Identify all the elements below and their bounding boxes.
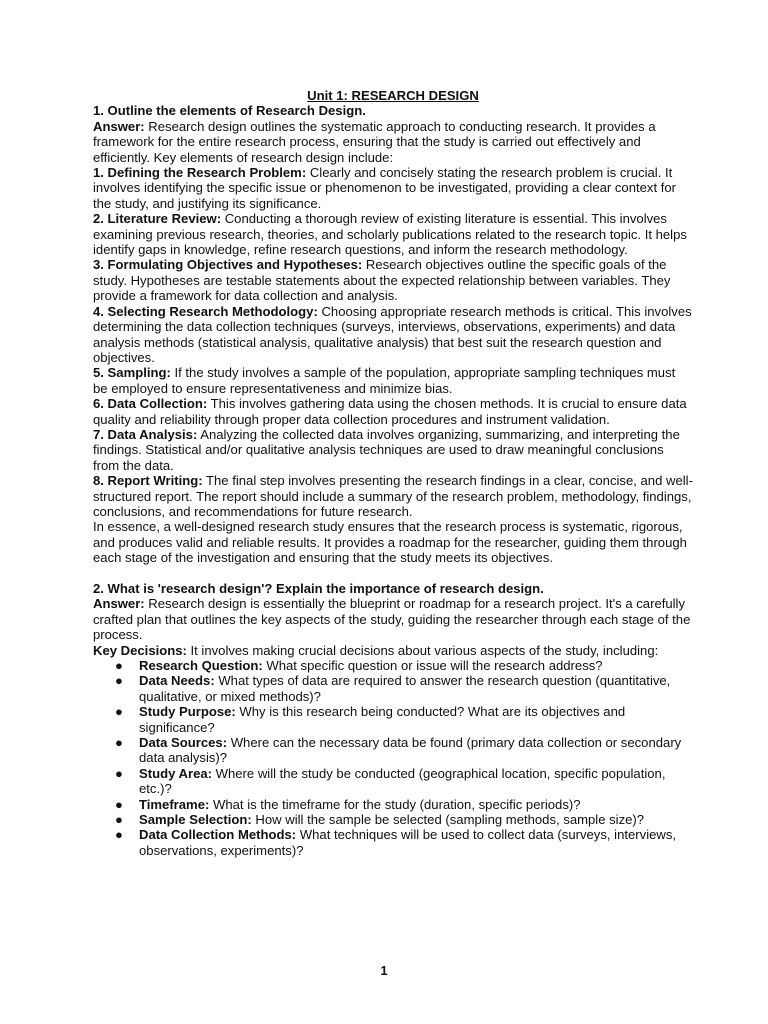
bullet-icon: ●: [115, 812, 123, 828]
list-item: [93, 766, 693, 797]
list-item-label: Data Needs:: [139, 673, 215, 689]
element-label: 5. Sampling:: [93, 365, 171, 381]
list-item-text: Where will the study be conducted (geographical location, specific population, etc.)?: [139, 765, 666, 797]
element-text: Analyzing the collected data involves organizing, summarizing, and interpreting the findings. Statistical and/or qualitative analysis techniques are used to draw meaningful conclusions from the data.: [93, 426, 680, 473]
element-label: 2. Literature Review:: [93, 211, 222, 227]
element-label: 8. Report Writing:: [93, 473, 203, 489]
bullet-icon: ●: [115, 658, 123, 674]
element-text: Research objectives outline the specific goals of the study. Hypotheses are testable statements about the expected relationship between variables. They provide a framework for data collection and analysis.: [93, 257, 671, 304]
bullet-icon: ●: [115, 735, 123, 751]
question-2: 2. What is 'research design'? Explain the importance of research design.: [93, 580, 544, 596]
document-page: [93, 88, 693, 858]
answer-1: [93, 119, 693, 165]
list-item: [93, 735, 693, 766]
element-item: [93, 427, 693, 473]
bullet-icon: ●: [115, 704, 123, 720]
list-item-label: Study Purpose:: [139, 704, 236, 720]
element-label: 4. Selecting Research Methodology:: [93, 303, 318, 319]
element-item: [93, 165, 693, 211]
key-decisions-text: It involves making crucial decisions about various aspects of the study, including:: [186, 642, 659, 658]
element-text: Choosing appropriate research methods is critical. This involves determining the data collection techniques (surveys, interviews, observations, experiments) and data analysis methods (statistical analysis, qualitative analysis) that best suit the research question and objectives.: [93, 303, 692, 365]
key-decisions-label: Key Decisions:: [93, 642, 187, 658]
element-label: 7. Data Analysis:: [93, 426, 198, 442]
answer-2: [93, 596, 693, 642]
list-item-label: Timeframe:: [139, 796, 210, 812]
element-text: Clearly and concisely stating the research problem is crucial. It involves identifying the specific issue or phenomenon to be investigated, providing a clear context for the study, and justifying its significance.: [93, 165, 677, 211]
answer-text: Research design outlines the systematic approach to conducting research. It provides a framework for the entire research process, ensuring that the study is carried out effectively and efficiently. Key elements of research design include:: [93, 118, 656, 165]
list-item: [93, 827, 693, 858]
answer-text: Research design is essentially the blueprint or roadmap for a research project. It's a carefully crafted plan that outlines the key aspects of the study, guiding the researcher through each stage of the process.: [93, 596, 691, 643]
key-decisions-list: [93, 658, 693, 858]
list-item-text: What types of data are required to answer the research question (quantitative, qualitative, or mixed methods)?: [139, 673, 671, 704]
page-number: 1: [380, 963, 388, 978]
element-item: [93, 473, 693, 519]
element-text: Conducting a thorough review of existing literature is essential. This involves examining previous research, theories, and scholarly publications related to the research topic. It helps identify gaps in knowledge, refine research questions, and inform the research methodology.: [93, 211, 687, 258]
list-item-label: Research Question:: [139, 658, 263, 674]
question-1: 1. Outline the elements of Research Design.: [93, 103, 366, 119]
elements-list: [93, 165, 693, 519]
element-item: [93, 304, 693, 366]
key-decisions: [93, 643, 693, 658]
element-text: The final step involves presenting the research findings in a clear, concise, and well-structured report. The report should include a summary of the research problem, methodology, findings, conclusions, and recommendations for future research.: [93, 473, 693, 519]
bullet-icon: ●: [115, 827, 123, 843]
bullet-icon: ●: [115, 765, 123, 781]
element-item: [93, 365, 693, 396]
list-item: [93, 812, 693, 827]
element-text: If the study involves a sample of the population, appropriate sampling techniques must be employed to ensure representativeness and minimize bias.: [93, 365, 676, 396]
list-item: [93, 797, 693, 812]
element-item: [93, 257, 693, 303]
list-item: [93, 704, 693, 735]
element-label: 6. Data Collection:: [93, 396, 208, 412]
list-item: [93, 658, 693, 673]
list-item-text: How will the sample be selected (sampling methods, sample size)?: [251, 812, 645, 828]
list-item-text: Where can the necessary data be found (primary data collection or secondary data analysis)?: [139, 735, 682, 766]
list-item-label: Sample Selection:: [139, 812, 252, 828]
list-item-text: Why is this research being conducted? What are its objectives and significance?: [139, 704, 626, 735]
summary-paragraph: In essence, a well-designed research study ensures that the research process is systematic, rigorous, and produces valid and reliable results. It provides a roadmap for the researcher, guiding them through each stage of the investigation and ensuring that the study meets its objectives.: [93, 519, 687, 566]
element-text: This involves gathering data using the chosen methods. It is crucial to ensure data quality and reliability through proper data collection procedures and instrument validation.: [93, 396, 687, 427]
answer-label: Answer:: [93, 118, 145, 134]
answer-label: Answer:: [93, 596, 145, 612]
element-label: 1. Defining the Research Problem:: [93, 165, 307, 181]
element-label: 3. Formulating Objectives and Hypotheses:: [93, 257, 363, 273]
list-item-label: Study Area:: [139, 765, 212, 781]
list-item-text: What is the timeframe for the study (duration, specific periods)?: [209, 796, 581, 812]
list-item-label: Data Sources:: [139, 735, 228, 751]
list-item-text: What specific question or issue will the research address?: [262, 658, 603, 674]
list-item: [93, 673, 693, 704]
document-title: Unit 1: RESEARCH DESIGN: [307, 88, 479, 103]
bullet-icon: ●: [115, 673, 123, 689]
element-item: [93, 396, 693, 427]
list-item-label: Data Collection Methods:: [139, 827, 297, 843]
element-item: [93, 211, 693, 257]
bullet-icon: ●: [115, 796, 123, 812]
list-item-text: What techniques will be used to collect data (surveys, interviews, observations, experiments)?: [139, 827, 677, 858]
